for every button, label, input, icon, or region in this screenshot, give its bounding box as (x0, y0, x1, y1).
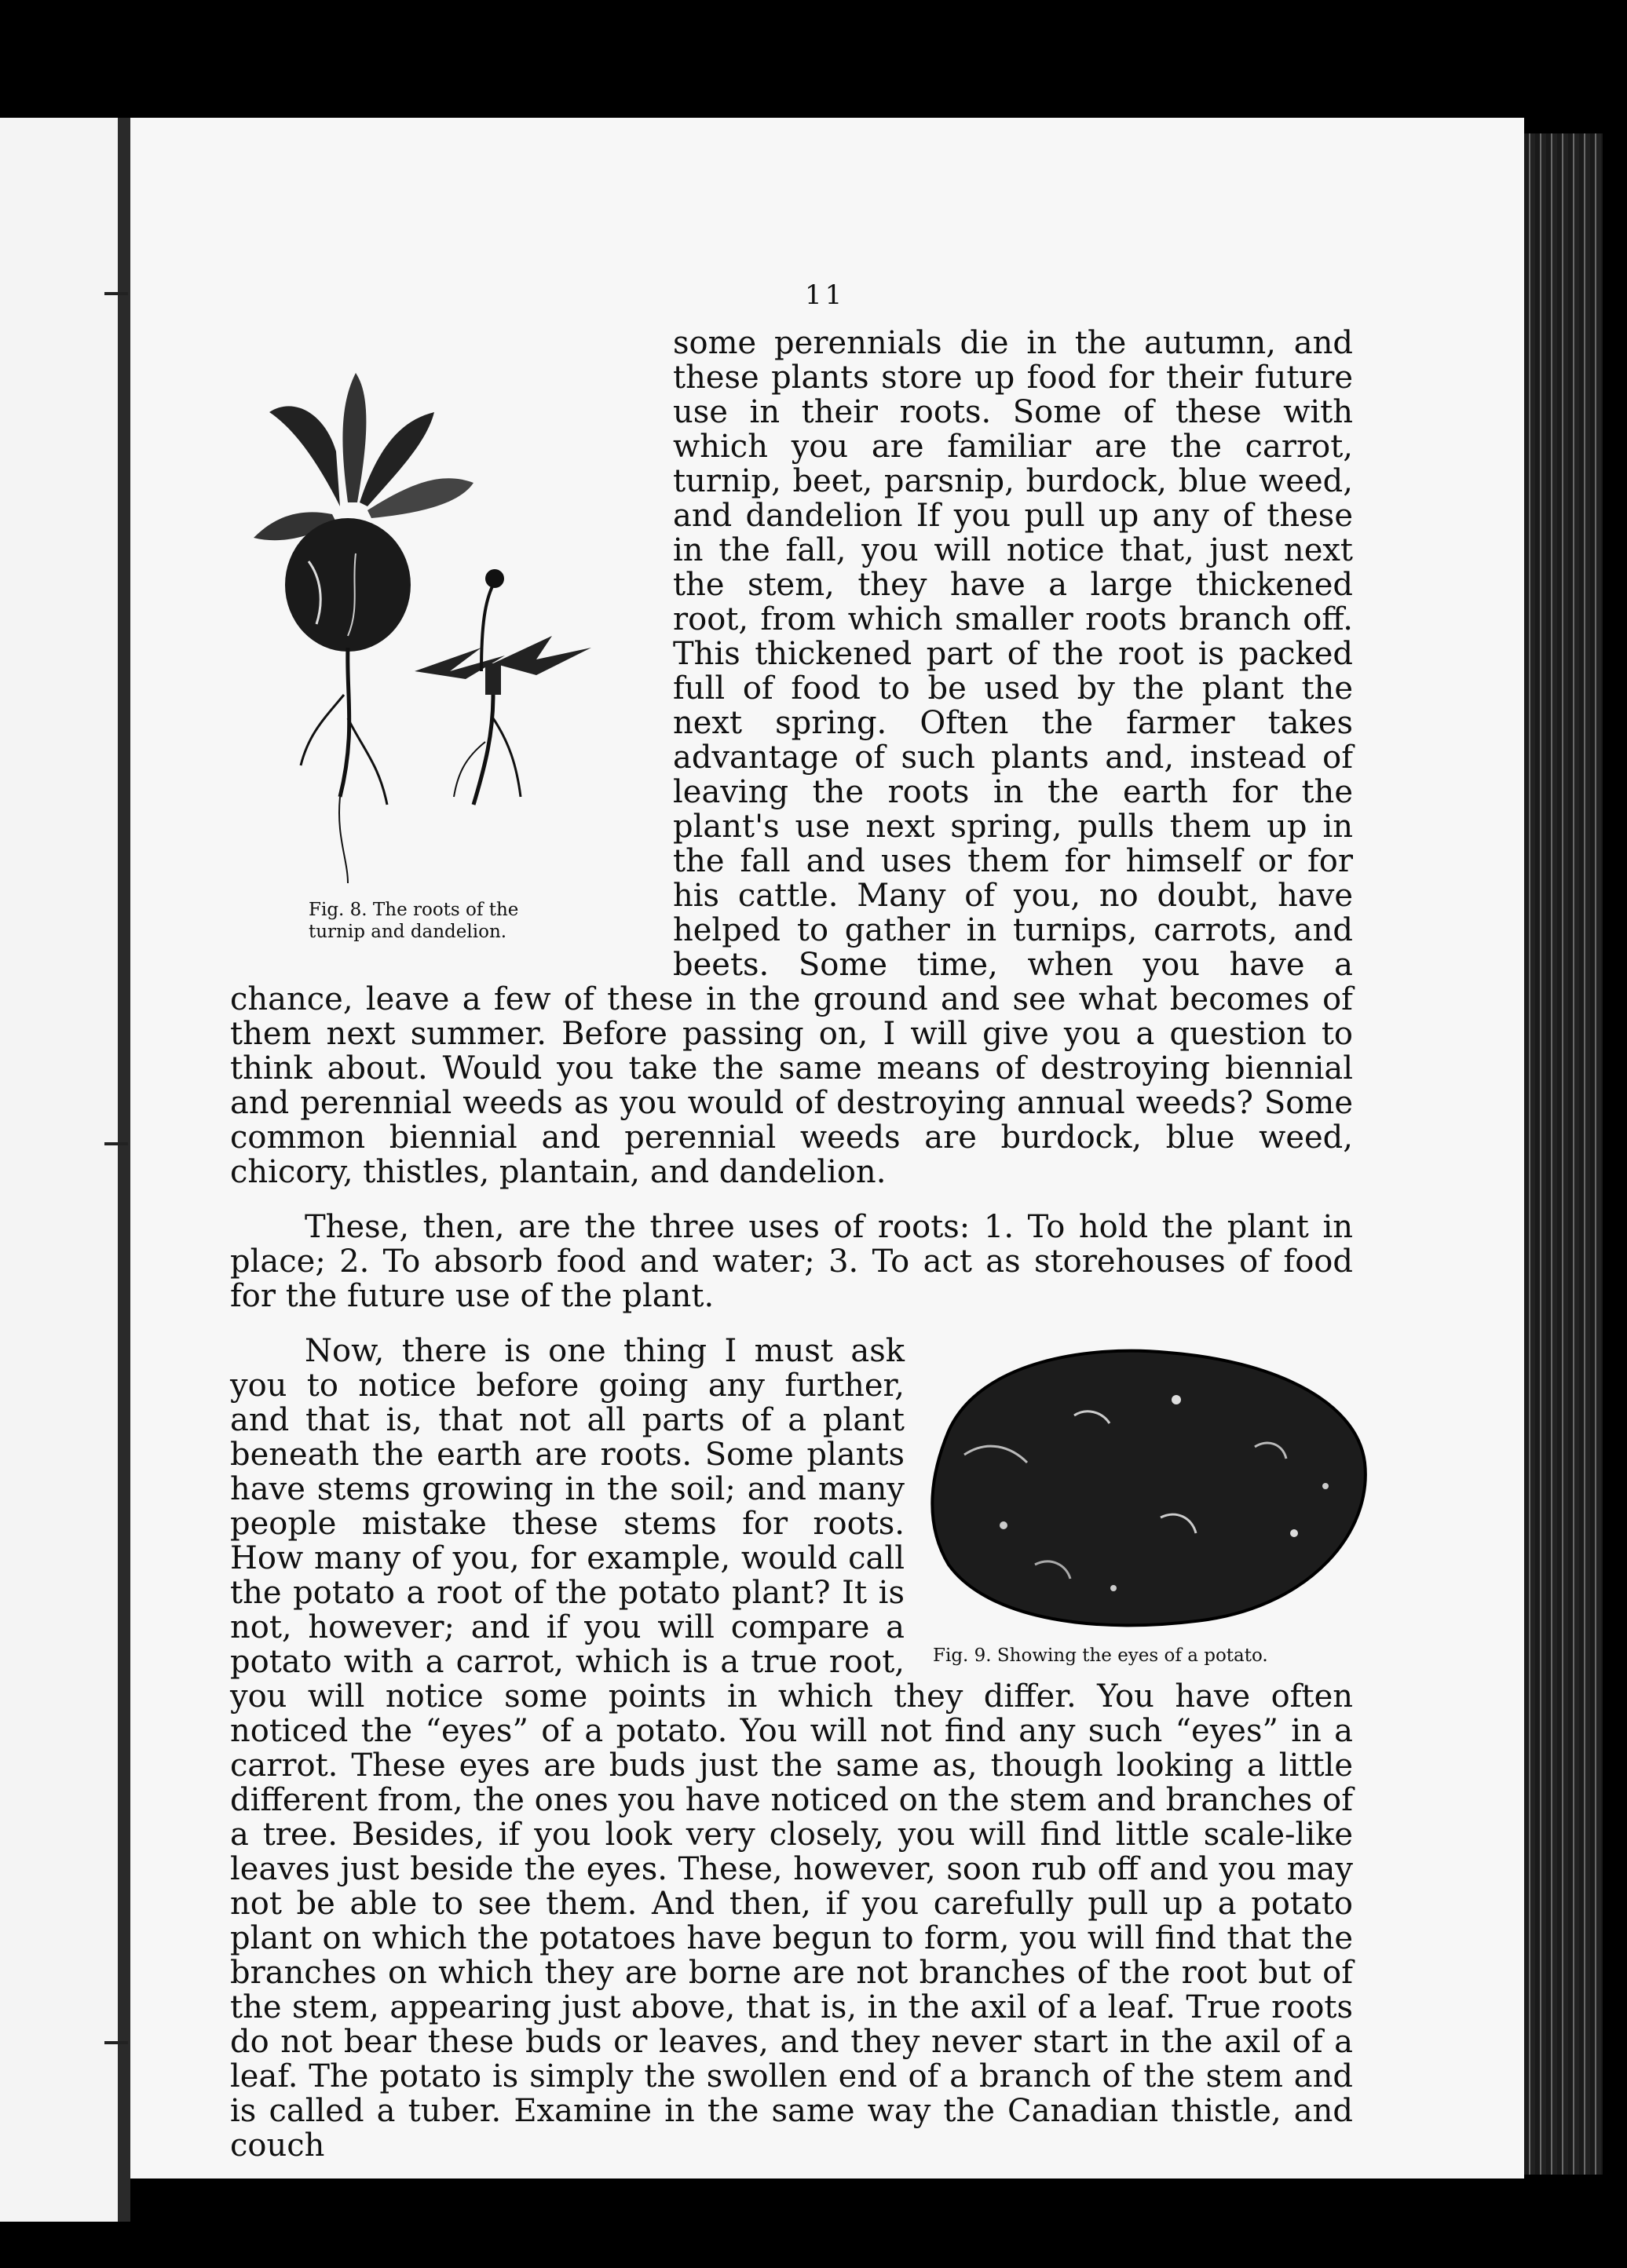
margin-tick (104, 1142, 128, 1145)
figure-9-caption: Fig. 9. Showing the eyes of a potato. (933, 1645, 1268, 1666)
page-stack-edge (1524, 133, 1603, 2175)
book-spine (118, 118, 130, 2222)
potato-illustration (917, 1329, 1373, 1635)
margin-tick (104, 2041, 128, 2044)
paragraph-1: some perennials die in the autumn, and these plants store up food for their future use in their roots. Some of these with which you are familiar are the carrot, turnip, beet, parsnip, burdock, blue weed, and dandelion If you pull up any of these in the fall, you will notice that, just next the stem, they have a large thickened root, from which smaller roots branch off. This thickened part of the root is packed full of food to be used by the plant the next spring. Often the farmer takes advantage of such plants and, instead of leaving the roots in the earth for the plant's use next spring, pulls them up in the fall and uses them for himself or for his cattle. Many of you, no doubt, have helped to gather in turnips, carrots, and beets. Some time, when you have a chance, leave a few of these in the ground and see what becomes of them next summer. Before passing on, I will give you a question to think about. Would you take the same means of destroying biennial and perennial weeds as you would of destroying annual weeds? Some common biennial and perennial weeds are burdock, blue weed, chicory, thistles, plantain, and dandelion. (230, 325, 1353, 1190)
page-text (230, 271, 1353, 2163)
facing-page-edge (0, 118, 122, 2222)
paragraph-3: Now, there is one thing I must ask you to notice before going any further, and that is, that not all parts of a plant beneath the earth are roots. Some plants have stems growing in the soil; and many people mistake these stems for roots. How many of you, for example, would call the potato a root of the potato plant? It is not, however; and if you will compare a potato with a carrot, which is a true root, you will notice some points in which they differ. You have often noticed the “eyes” of a potato. You will not find any such “eyes” in a carrot. These eyes are buds just the same as, though looking a little different from, the ones you have noticed on the stem and branches of a tree. Besides, if you look very closely, you will find little scale-like leaves just beside the eyes. These, however, soon rub off and you may not be able to see them. And then, if you carefully pull up a potato plant on which the potatoes have begun to form, you will find that the branches on which they are borne are not branches of the root but of the stem, appearing just above, that is, in the axil of a leaf. True roots do not bear these buds or leaves, and they never start in the axil of a leaf. The potato is simply the swollen end of a branch of the stem and is called a tuber. Examine in the same way the Canadian thistle, and couch (230, 1333, 1353, 2164)
page-number: 11 (805, 279, 846, 311)
figure-8-caption: Fig. 8. The roots of the turnip and dandelion. (309, 900, 519, 942)
margin-tick (104, 292, 128, 295)
paragraph-2: These, then, are the three uses of roots: 1. To hold the plant in place; 2. To absorb food and water; 3. To act as storehouses of food for the future use of the plant. (230, 1209, 1353, 1314)
figure-9 (917, 1329, 1373, 1666)
turnip-dandelion-illustration (222, 326, 662, 891)
figure-8 (222, 326, 662, 958)
